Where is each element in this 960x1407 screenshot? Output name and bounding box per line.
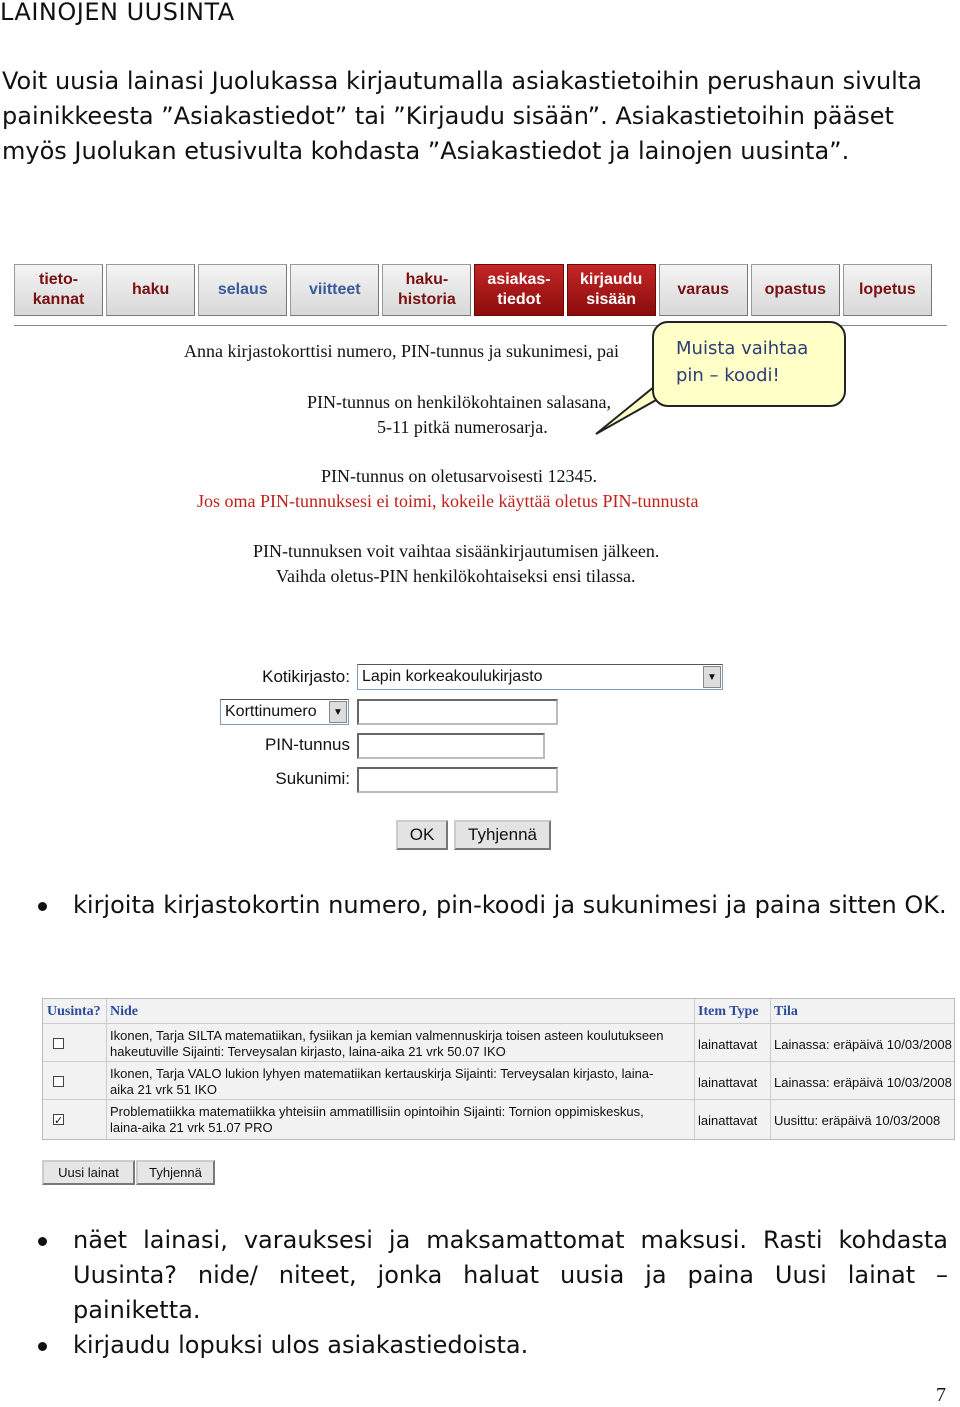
page-number: 7 (936, 1384, 946, 1406)
clear-button[interactable]: Tyhjennä (454, 820, 551, 850)
tab-viitteet[interactable] (290, 264, 379, 316)
item-type: lainattavat (698, 1113, 758, 1128)
bullet-dot (38, 902, 47, 911)
row-divider (43, 1099, 954, 1100)
bullet-dot (38, 1237, 47, 1246)
renew-checkbox[interactable] (53, 1038, 64, 1049)
change-pin-info-2: Vaihda oletus-PIN henkilökohtaiseksi ensi tilassa. (276, 566, 636, 586)
tab-label: haku- (405, 271, 449, 288)
home-library-select[interactable] (357, 664, 723, 690)
bullet-1: kirjoita kirjastokortin numero, pin-koodi ja sukunimesi ja paina sitten OK. (73, 891, 947, 919)
tab-label: varaus (677, 281, 729, 298)
tab-label: lopetus (858, 281, 916, 298)
row-divider (43, 1061, 954, 1062)
tab-label: sisään (586, 291, 636, 308)
table-row (110, 1104, 644, 1136)
header-item-type: Item Type (698, 1004, 759, 1019)
callout-line-1: Muista vaihtaa (676, 338, 809, 359)
card-number-input[interactable] (357, 699, 558, 725)
item-line: laina-aika 21 vrk 51.07 PRO (110, 1120, 273, 1135)
tab-hakuhistoria[interactable] (382, 264, 471, 316)
tab-label: opastus (764, 281, 826, 298)
tab-haku[interactable] (106, 264, 195, 316)
chevron-down-icon: ▼ (703, 666, 721, 688)
pin-info-line-2: 5-11 pitkä numerosarja. (377, 417, 548, 437)
tab-opastus[interactable] (751, 264, 840, 316)
loan-status: Lainassa: eräpäivä 10/03/2008 (774, 1037, 952, 1052)
surname-input[interactable] (357, 767, 558, 793)
item-type: lainattavat (698, 1075, 758, 1090)
ok-button[interactable]: OK (396, 820, 448, 850)
login-instruction: Anna kirjastokorttisi numero, PIN-tunnus ja sukunimesi, pai (184, 341, 619, 361)
tab-label: haku (131, 281, 170, 298)
default-pin-text: PIN-tunnus on oletusarvoisesti 12345. (321, 466, 597, 486)
item-type: lainattavat (698, 1037, 758, 1052)
id-type-value: Korttinumero (225, 703, 317, 720)
item-line: Ikonen, Tarja VALO lukion lyhyen matematiikan kertauskirja Sijainti: Terveysalan kirjasto, laina- (110, 1066, 654, 1081)
item-line: Problematiikka matematiikka yhteisiin ammatillisiin opintoihin Sijainti: Tornion oppimiskeskus, (110, 1104, 644, 1119)
row-divider (43, 1023, 954, 1024)
tab-label: selaus (217, 281, 268, 298)
pin-label: PIN-tunnus (264, 735, 350, 754)
item-line: aika 21 vrk 51 IKO (110, 1082, 217, 1097)
page-title: LAINOJEN UUSINTA (0, 0, 235, 26)
column-divider (770, 999, 771, 1139)
change-pin-info-1: PIN-tunnuksen voit vaihtaa sisäänkirjautumisen jälkeen. (253, 541, 660, 561)
callout-box (652, 321, 846, 407)
bullet-2: näet lainasi, varauksesi ja maksamattomat maksusi. Rasti kohdasta Uusinta? nide/ niteet, jonka haluat uusia ja paina Uusi lainat – painiketta. (73, 1226, 948, 1324)
tab-label: tiedot (497, 291, 541, 308)
default-pin-warning: Jos oma PIN-tunnuksesi ei toimi, kokeile käyttää oletus PIN-tunnusta (197, 491, 699, 511)
home-library-value: Lapin korkeakoulukirjasto (362, 668, 543, 685)
column-divider (106, 999, 107, 1139)
chevron-down-icon: ▼ (329, 701, 347, 723)
renew-loans-button[interactable]: Uusi lainat (42, 1160, 135, 1185)
item-line: hakeutuville Sijainti: Terveysalan kirjasto, laina-aika 21 vrk 50.07 IKO (110, 1044, 506, 1059)
header-item: Nide (110, 1004, 138, 1019)
tab-label: kirjaudu (579, 271, 643, 288)
bullet-3: kirjaudu lopuksi ulos asiakastiedoista. (73, 1331, 529, 1359)
tab-label: viitteet (309, 281, 361, 298)
tab-label: kannat (32, 291, 85, 308)
renew-checkbox[interactable] (53, 1076, 64, 1087)
intro-paragraph: Voit uusia lainasi Juolukassa kirjautumalla asiakastietoihin perushaun sivulta painikkeesta ”Asiakastiedot” tai ”Kirjaudu sisään”. Asiakastietoihin pääset myös Juolukan etusivulta kohdasta ”Asiakastiedot ja lainojen uusinta”. (2, 67, 922, 165)
loan-status: Lainassa: eräpäivä 10/03/2008 (774, 1075, 952, 1090)
table-row (110, 1028, 664, 1060)
header-status: Tila (774, 1004, 798, 1019)
tab-selaus[interactable] (198, 264, 287, 316)
pin-info-line-1: PIN-tunnus on henkilökohtainen salasana, (307, 392, 611, 412)
loans-table (42, 998, 955, 1140)
tab-kirjaudu-sisaan[interactable] (567, 264, 656, 316)
renew-checkbox-checked[interactable]: ✓ (54, 1114, 64, 1127)
id-type-select[interactable] (220, 699, 349, 725)
header-renew: Uusinta? (47, 1004, 101, 1019)
surname-label: Sukunimi: (275, 769, 350, 788)
bullet-dot (38, 1342, 47, 1351)
loan-status: Uusittu: eräpäivä 10/03/2008 (774, 1113, 941, 1128)
nav-bar (14, 264, 932, 316)
tab-lopetus[interactable] (843, 264, 932, 316)
item-line: Ikonen, Tarja SILTA matematiikan, fysiikan ja kemian valmennuskirja toisen asteen koulutukseen (110, 1028, 664, 1043)
tab-label: asiakas- (487, 271, 551, 288)
pin-input[interactable] (357, 733, 545, 759)
table-row (110, 1066, 653, 1098)
tab-tietokannat[interactable] (14, 264, 103, 316)
home-library-label: Kotikirjasto: (262, 667, 350, 686)
column-divider (694, 999, 695, 1139)
clear-selection-button[interactable]: Tyhjennä (136, 1160, 215, 1185)
tab-label: tieto- (38, 271, 79, 288)
tab-varaus[interactable] (659, 264, 748, 316)
tab-asiakastiedot[interactable] (474, 264, 563, 316)
tab-label: historia (398, 291, 456, 308)
callout-line-2: pin – koodi! (676, 365, 780, 386)
